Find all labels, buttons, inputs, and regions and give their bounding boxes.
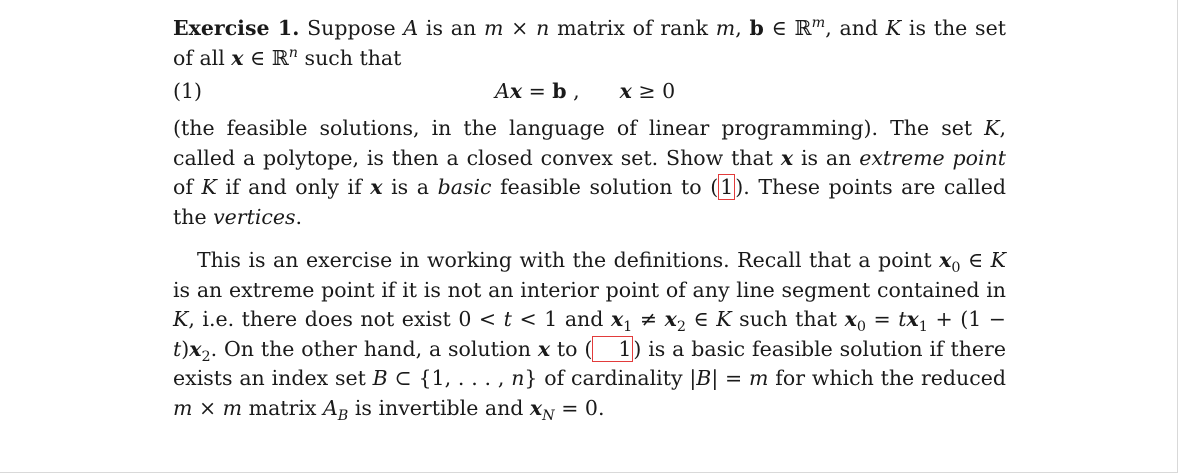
exercise-text — [173, 14, 1006, 423]
equation-number: (1) — [173, 79, 203, 103]
equation-body: Ax = b , x ≥ 0 — [495, 79, 676, 103]
equation-reference-link[interactable]: 1 — [592, 336, 633, 362]
exercise-continuation: (the feasible solutions, in the language of linear programming). The set K, called a polytope, is then a closed convex set. Show that x is an extreme point of K if and only if x is a basic feasible solution to (1). These points are called the vertices. — [173, 116, 1006, 229]
exercise-heading: Exercise 1. — [173, 16, 300, 40]
exercise-statement: Exercise 1. Suppose A is an m × n matrix of rank m, b ∈ ℝ$^m$, and K is the set of all x ∈ ℝ$^n$ such that — [173, 15, 1006, 70]
hint-paragraph: This is an exercise in working with the definitions. Recall that a point $x_0$ ∈ K is an extreme point if it is not an interior point of any line segment contained in K, i.e. there does not exist 0 < t < 1 and $x_1 \ne x_2$ ∈ K such that $x_0 = tx_1 + (1 - t)x_2$. On the other hand, a solution x to ( 1) is a basic feasible solution if there exists an index set B ⊂ {1, . . . , n} of cardinality |B| = m for which the reduced m × m matrix $A_B$ is invertible and $x_N = 0$. — [173, 248, 1006, 424]
equation-1 — [173, 74, 1006, 112]
equation-reference-link[interactable]: 1 — [720, 175, 734, 199]
